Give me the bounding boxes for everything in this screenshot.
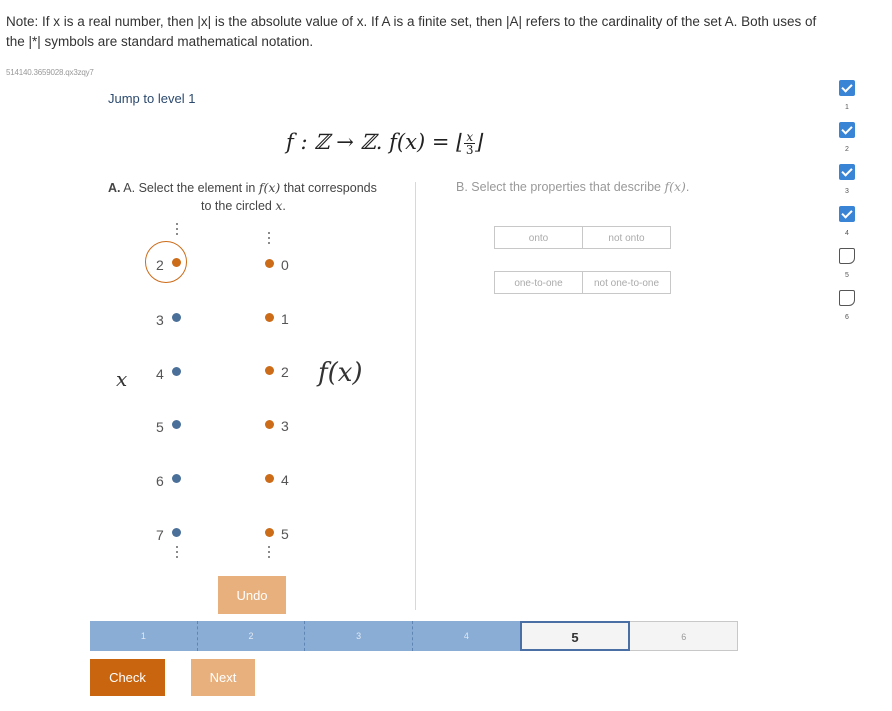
domain-bottom-ellipsis: [176, 546, 178, 561]
progress-sidebar: [838, 80, 858, 332]
sidebar-item-2[interactable]: [838, 122, 858, 164]
function-definition: f : ℤ → ℤ. f(x) = ⌊ $\frac{x}{3}$ ⌋: [286, 130, 484, 157]
domain-element-dot[interactable]: [172, 474, 181, 483]
sidebar-item-5[interactable]: [838, 248, 858, 290]
sidebar-item-4[interactable]: [838, 206, 858, 248]
codomain-element-label: 2: [281, 364, 289, 380]
part-b-fx: f(x): [664, 179, 686, 194]
part-b-instructions: [456, 179, 689, 194]
sidebar-item-3[interactable]: [838, 164, 858, 206]
domain-element-label: 3: [156, 312, 164, 328]
part-a-sub-var: x: [275, 198, 283, 213]
sidebar-item-number: 6: [845, 314, 849, 321]
domain-element-dot[interactable]: [172, 367, 181, 376]
undo-button[interactable]: Undo: [218, 576, 286, 614]
checkbox-checked-icon: [839, 164, 855, 180]
codomain-element-dot[interactable]: [265, 259, 274, 268]
domain-element-dot[interactable]: [172, 528, 181, 537]
question-id: 514140.3659028.qx3zqy7: [6, 68, 94, 77]
part-a-sub-end: .: [282, 199, 286, 213]
sidebar-item-1[interactable]: [838, 80, 858, 122]
level-tab-2[interactable]: 2: [198, 621, 306, 651]
part-a-instructions: A. A. Select the element in f(x) that corresponds to the circled x.: [108, 180, 377, 213]
section-divider: [415, 182, 416, 610]
sidebar-item-number: 2: [845, 146, 849, 153]
domain-element-label: 2: [156, 257, 164, 273]
sidebar-item-6[interactable]: [838, 290, 858, 332]
jump-to-level-link[interactable]: Jump to level 1: [108, 91, 196, 106]
fraction-denominator: 3: [465, 143, 474, 157]
level-tab-1[interactable]: 1: [90, 621, 198, 651]
codomain-element-dot[interactable]: [265, 313, 274, 322]
check-button[interactable]: Check: [90, 659, 165, 696]
codomain-element-label: 0: [281, 257, 289, 273]
codomain-element-dot[interactable]: [265, 528, 274, 537]
level-tab-4[interactable]: 4: [413, 621, 520, 651]
codomain-element-label: 1: [281, 311, 289, 327]
domain-top-ellipsis: [176, 223, 178, 238]
domain-element-label: 7: [156, 527, 164, 543]
fraction-numerator: x: [466, 130, 474, 144]
checkbox-empty-icon: [839, 290, 855, 306]
codomain-element-dot[interactable]: [265, 474, 274, 483]
not-onto-option[interactable]: not onto: [582, 226, 671, 249]
domain-label: x: [116, 367, 128, 391]
checkbox-checked-icon: [839, 206, 855, 222]
domain-element-dot[interactable]: [172, 420, 181, 429]
sidebar-item-number: 1: [845, 104, 849, 111]
sidebar-item-number: 5: [845, 272, 849, 279]
codomain-element-label: 4: [281, 472, 289, 488]
part-a-fx: f(x): [258, 180, 281, 195]
part-a-label: A. Select the element in: [123, 181, 256, 195]
domain-element-label: 6: [156, 473, 164, 489]
level-tab-5-current[interactable]: 5: [520, 621, 631, 651]
sidebar-item-number: 4: [845, 230, 849, 237]
checkbox-checked-icon: [839, 80, 855, 96]
function-fraction: [464, 131, 475, 156]
part-b-end: .: [685, 180, 690, 194]
level-tab-3[interactable]: 3: [305, 621, 413, 651]
codomain-label: f(x): [318, 358, 363, 388]
codomain-element-label: 5: [281, 526, 289, 542]
checkbox-empty-icon: [839, 248, 855, 264]
part-a-label-rest: that corresponds: [283, 181, 377, 195]
codomain-element-dot[interactable]: [265, 366, 274, 375]
function-head: f : ℤ → ℤ. f(x) =: [286, 130, 457, 154]
part-a-sub: to the circled: [201, 199, 272, 213]
not-one-to-one-option[interactable]: not one-to-one: [582, 271, 671, 294]
domain-element-dot-circled[interactable]: [172, 258, 181, 267]
part-b-label: B. Select the properties that describe: [456, 180, 661, 194]
codomain-element-dot[interactable]: [265, 420, 274, 429]
domain-element-label: 5: [156, 419, 164, 435]
notation-note: Note: If x is a real number, then |x| is the absolute value of x. If A is a finite set, then |A| refers to the cardinality of the set A. Both uses of the |*| symbols are standard mathematical notation.: [6, 14, 817, 49]
domain-element-label: 4: [156, 366, 164, 382]
codomain-element-label: 3: [281, 418, 289, 434]
level-tab-6[interactable]: 6: [630, 621, 738, 651]
codomain-top-ellipsis: [268, 232, 270, 247]
sidebar-item-number: 3: [845, 188, 849, 195]
checkbox-checked-icon: [839, 122, 855, 138]
domain-element-dot[interactable]: [172, 313, 181, 322]
onto-option[interactable]: onto: [494, 226, 583, 249]
next-button[interactable]: Next: [191, 659, 255, 696]
one-to-one-option[interactable]: one-to-one: [494, 271, 583, 294]
codomain-bottom-ellipsis: [268, 546, 270, 561]
level-progress-bar: [90, 621, 738, 651]
